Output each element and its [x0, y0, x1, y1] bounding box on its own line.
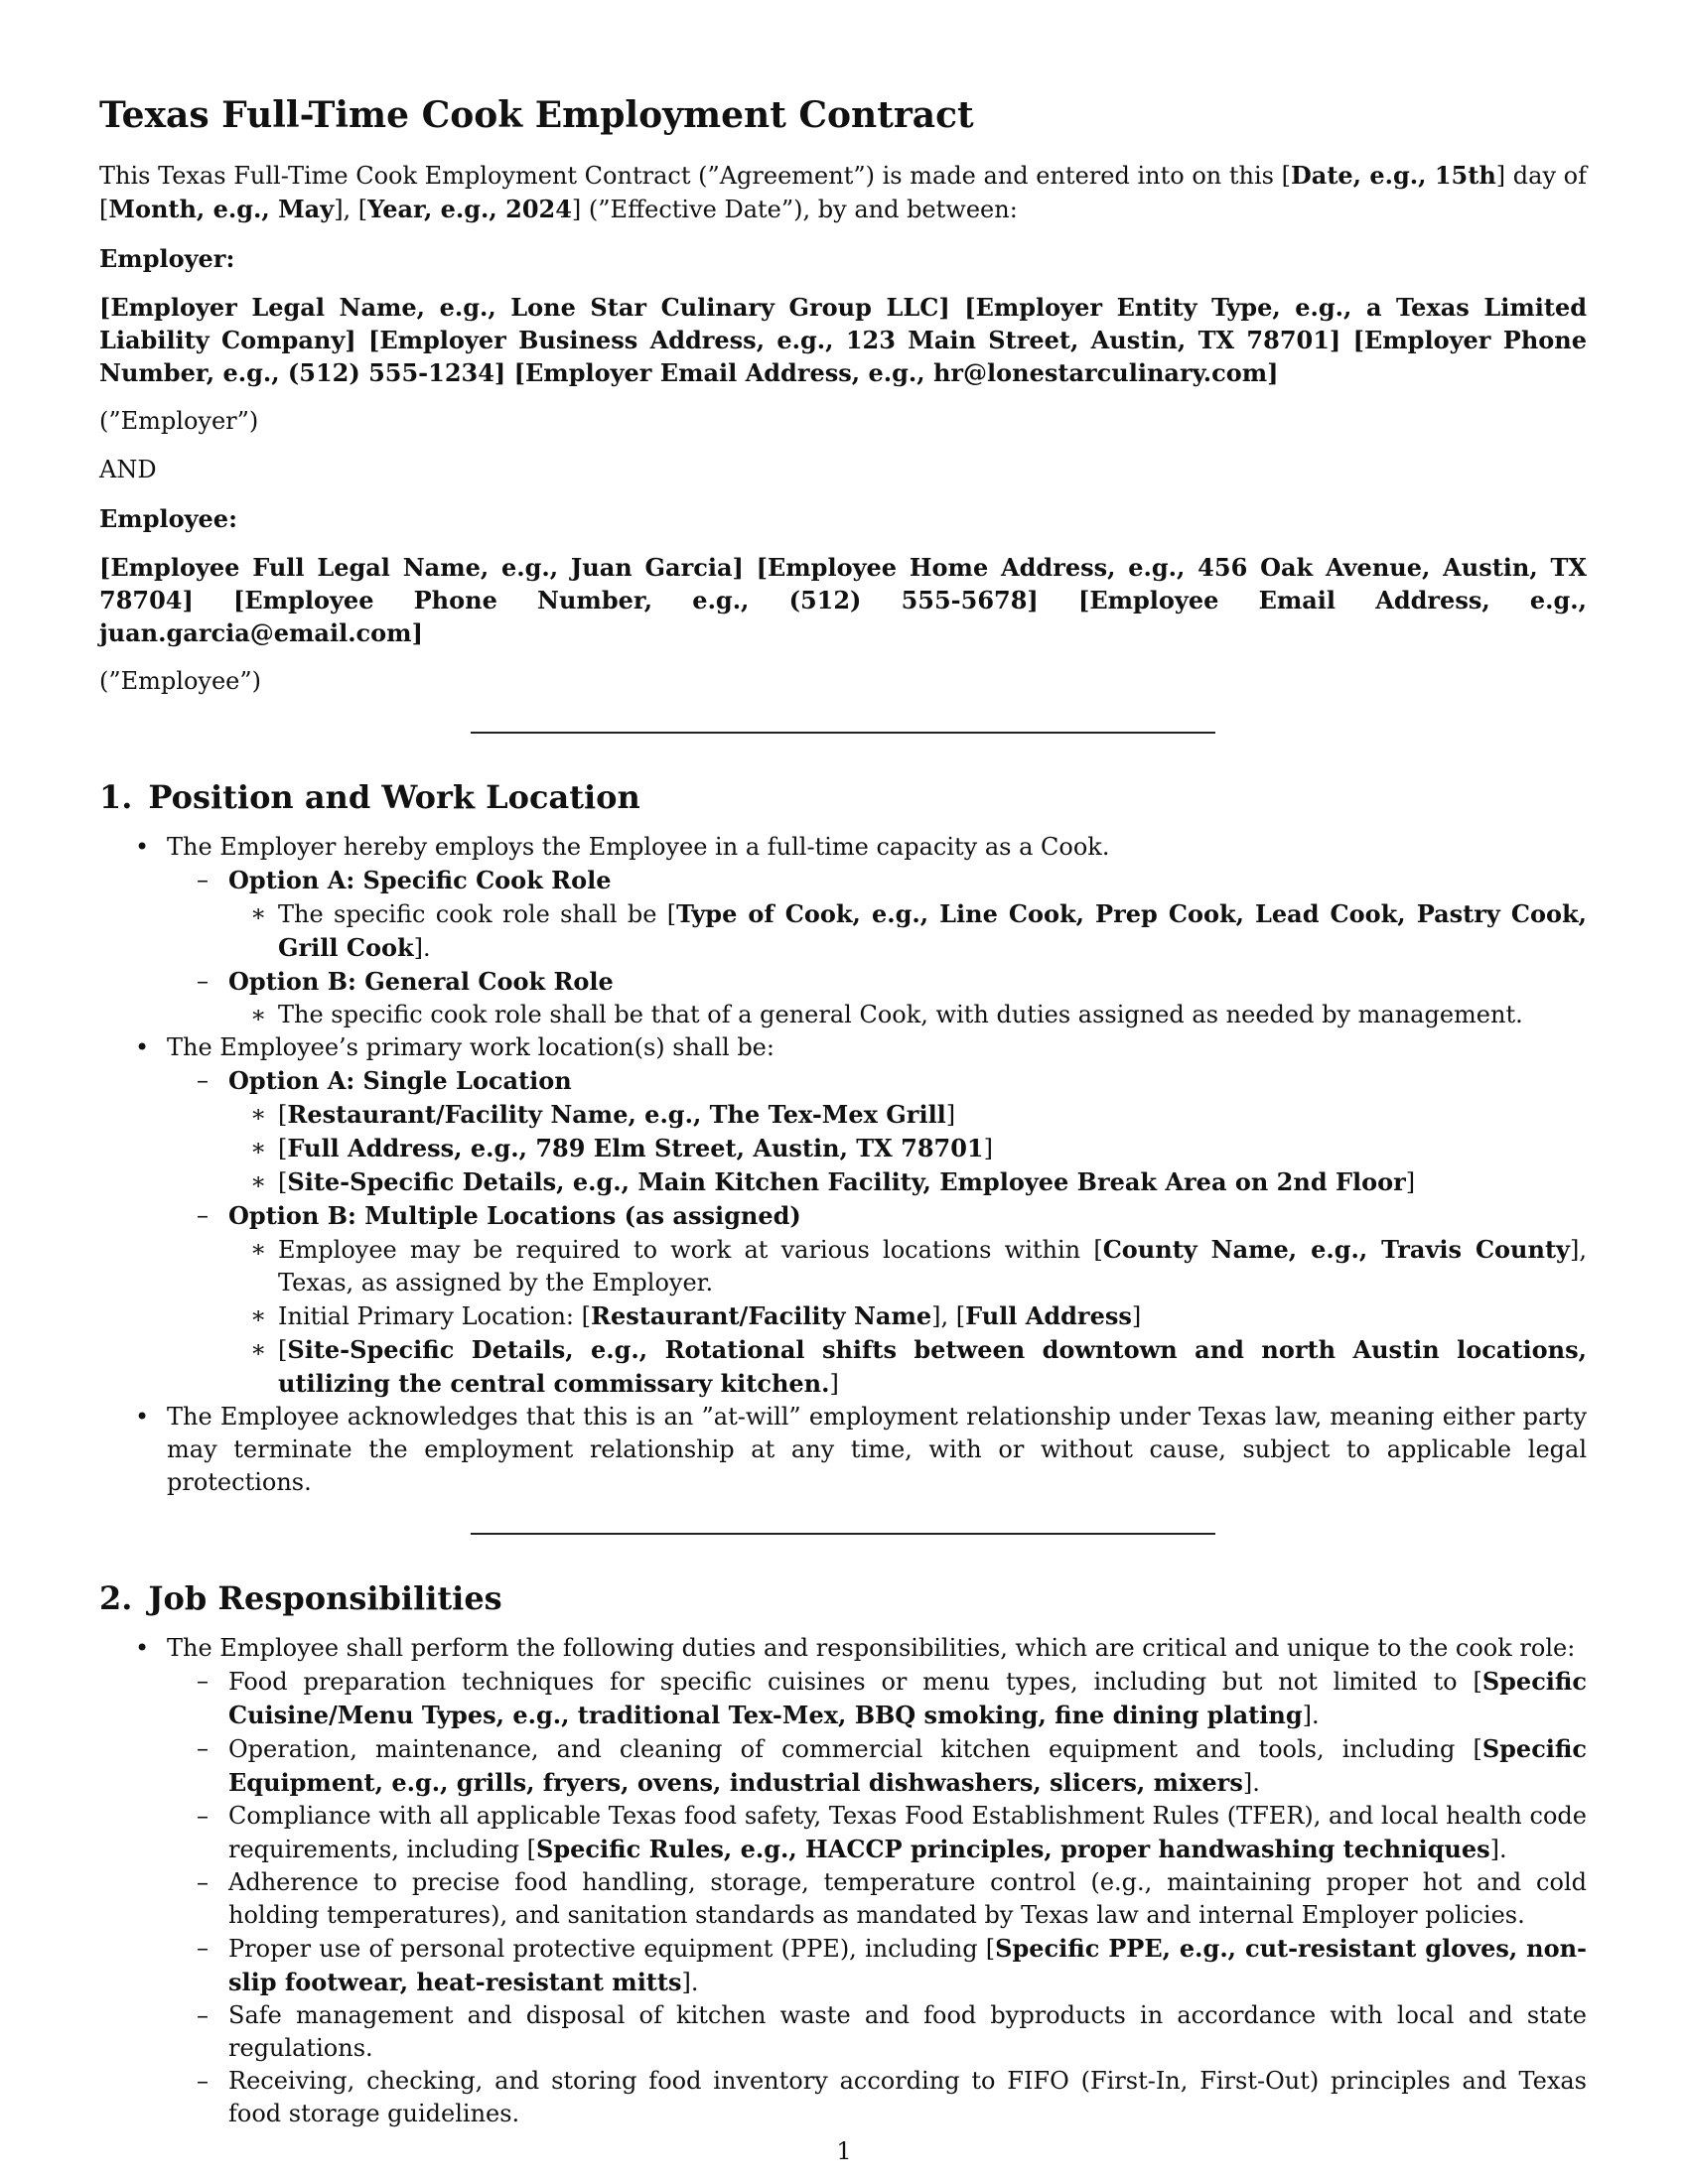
- sublist: [167, 864, 1587, 1031]
- list-item: [167, 1199, 1587, 1401]
- item-text: The Employee’s primary work location(s) shall be:: [167, 1033, 774, 1061]
- page-number: 1: [836, 2137, 852, 2165]
- location-option-b-title: Option B: Multiple Locations (as assigned): [228, 1201, 801, 1230]
- address-placeholder: Full Address: [965, 1301, 1132, 1330]
- section-2-list: [99, 1632, 1587, 2130]
- item-text: Initial Primary Location: [: [278, 1302, 592, 1330]
- option-b-title: Option B: General Cook Role: [228, 967, 614, 996]
- item-text: The Employer hereby employs the Employee in a full-time capacity as a Cook.: [167, 833, 1110, 861]
- sublist: [228, 999, 1587, 1031]
- month-placeholder: Month, e.g., May: [108, 195, 335, 223]
- item-text: The Employee acknowledges that this is an ”at-will” employment relationship under Texas law, meaning either party may terminate the employment relationship at any time, with or without cause, subject to applicable legal protections.: [167, 1403, 1587, 1496]
- item-text: ], [: [931, 1302, 966, 1330]
- sublist: [167, 1064, 1587, 1401]
- item-text: Proper use of personal protective equipment (PPE), including [: [228, 1935, 996, 1963]
- list-item: [99, 1632, 1587, 2130]
- location-option-a-title: Option A: Single Location: [228, 1066, 572, 1095]
- list-item: ∗ [Restaurant/Facility Name, e.g., The Tex-Mex Grill]: [228, 1098, 1587, 1132]
- ppe-placeholder: Specific PPE, e.g., cut-resistant gloves, non-slip footwear, heat-resistant mitts: [228, 1934, 1587, 1996]
- section-divider: [471, 732, 1215, 734]
- year-placeholder: Year, e.g., 2024: [367, 195, 572, 223]
- list-item: [167, 1064, 1587, 1199]
- sublist: [228, 1233, 1587, 1401]
- list-item: [167, 864, 1587, 965]
- list-item: ∗ [Site-Specific Details, e.g., Rotational shifts between downtown and north Austin locations, utilizing the central commissary kitchen.]: [228, 1333, 1587, 1401]
- list-item: [167, 1732, 1587, 1800]
- site-details-placeholder: Site-Specific Details, e.g., Main Kitchen Facility, Employee Break Area on 2nd Floor: [287, 1167, 1406, 1196]
- intro-text: ] (”Effective Date”), by and between:: [571, 196, 1018, 223]
- item-text: Employee may be required to work at various locations within [: [278, 1236, 1103, 1264]
- item-text: ].: [1242, 1769, 1260, 1797]
- list-item: [99, 831, 1587, 1031]
- item-text: ].: [1302, 1702, 1320, 1729]
- address-placeholder: Full Address, e.g., 789 Elm Street, Austin, TX 78701: [287, 1134, 984, 1162]
- item-text: The Employee shall perform the following duties and responsibilities, which are critical and unique to the cook role:: [167, 1634, 1576, 1662]
- cook-type-placeholder: Type of Cook, e.g., Line Cook, Prep Cook, Lead Cook, Pastry Cook, Grill Cook: [278, 899, 1588, 962]
- list-item: [167, 1665, 1587, 1732]
- list-item: [99, 1401, 1587, 1499]
- list-item: [167, 1866, 1587, 1932]
- option-a-title: Option A: Specific Cook Role: [228, 866, 612, 894]
- document-title: Texas Full-Time Cook Employment Contract: [99, 94, 974, 136]
- date-placeholder: Date, e.g., 15th: [1290, 161, 1496, 190]
- list-item: [167, 1932, 1587, 1999]
- county-placeholder: County Name, e.g., Travis County: [1102, 1235, 1570, 1264]
- list-item: [167, 965, 1587, 1031]
- employer-label: (”Employer”): [99, 407, 259, 435]
- list-item: ∗ [Site-Specific Details, e.g., Main Kitchen Facility, Employee Break Area on 2nd Floor]: [228, 1165, 1587, 1199]
- item-text: Compliance with all applicable Texas food safety, Texas Food Establishment Rules (TFER), and local health code requirements, including [: [228, 1802, 1587, 1863]
- list-item: [167, 1800, 1587, 1866]
- and-text: AND: [99, 456, 157, 483]
- sublist: [167, 1665, 1587, 2130]
- facility-name-placeholder: Restaurant/Facility Name: [591, 1301, 932, 1330]
- intro-text: ], [: [334, 196, 368, 223]
- intro-paragraph: [99, 159, 1587, 226]
- item-text: ].: [681, 1969, 699, 1996]
- section-2-heading: 2. Job Responsibilities: [99, 1579, 502, 1617]
- item-text: Operation, maintenance, and cleaning of commercial kitchen equipment and tools, including [: [228, 1735, 1482, 1763]
- item-text: ].: [413, 934, 431, 962]
- sublist: [228, 897, 1587, 965]
- item-text: Adherence to precise food handling, storage, temperature control (e.g., maintaining proper hot and cold holding temperatures), and sanitation standards as mandated by Texas law and internal Employer policies.: [228, 1868, 1587, 1929]
- list-item: [228, 897, 1587, 965]
- equipment-placeholder: Specific Equipment, e.g., grills, fryers, ovens, industrial dishwashers, slicers, mixers: [228, 1734, 1587, 1797]
- list-item: [167, 1999, 1587, 2065]
- item-text: The specific cook role shall be that of a general Cook, with duties assigned as needed by management.: [278, 1001, 1523, 1028]
- item-text: ].: [1489, 1836, 1507, 1863]
- sublist: [228, 1098, 1587, 1199]
- employer-details: [Employer Legal Name, e.g., Lone Star Culinary Group LLC] [Employer Entity Type, e.g., a Texas Limited Liability Company] [Employer Business Address, e.g., 123 Main Street, Austin, TX 78701] [Employer Phone Number, e.g., (512) 555-1234] [Employer Email Address, e.g., hr@lonestarculinary.com]: [99, 293, 1587, 387]
- document-page: [99, 79, 1587, 2130]
- item-text: Food preparation techniques for specific cuisines or menu types, including but not limited to [: [228, 1668, 1482, 1696]
- employee-heading: Employee:: [99, 504, 237, 533]
- employee-details: [Employee Full Legal Name, e.g., Juan Garcia] [Employee Home Address, e.g., 456 Oak Avenue, Austin, TX 78704] [Employee Phone Number, e.g., (512) 555-5678] [Employee Email Address, e.g., juan.garcia@email.com]: [99, 553, 1587, 647]
- list-item: [167, 2065, 1587, 2130]
- site-details-placeholder: Site-Specific Details, e.g., Rotational shifts between downtown and north Austin locations, utilizing the central commissary kitchen.: [278, 1335, 1587, 1398]
- section-1-heading: 1. Position and Work Location: [99, 778, 640, 816]
- item-text: Receiving, checking, and storing food inventory according to FIFO (First-In, First-Out) principles and Texas food storage guidelines.: [228, 2067, 1587, 2127]
- list-item: [99, 1031, 1587, 1401]
- section-1-list: [99, 831, 1587, 1499]
- item-text: The specific cook role shall be [: [278, 900, 677, 928]
- section-divider: [471, 1533, 1215, 1535]
- item-text: Safe management and disposal of kitchen waste and food byproducts in accordance with local and state regulations.: [228, 2001, 1587, 2062]
- employer-heading: Employer:: [99, 244, 235, 273]
- cuisine-placeholder: Specific Cuisine/Menu Types, e.g., traditional Tex-Mex, BBQ smoking, fine dining plating: [228, 1667, 1587, 1729]
- list-item: [228, 999, 1587, 1031]
- item-text: ], Texas, as assigned by the Employer.: [278, 1236, 1587, 1297]
- rules-placeholder: Specific Rules, e.g., HACCP principles, proper handwashing techniques: [536, 1835, 1490, 1863]
- item-text: ]: [1131, 1302, 1142, 1330]
- intro-text: This Texas Full-Time Cook Employment Contract (”Agreement”) is made and entered into on this [: [99, 162, 1291, 190]
- intro-text: ] day of [: [99, 162, 1587, 223]
- list-item: [228, 1299, 1587, 1333]
- list-item: ∗ [Full Address, e.g., 789 Elm Street, Austin, TX 78701]: [228, 1132, 1587, 1165]
- employee-label: (”Employee”): [99, 667, 261, 695]
- list-item: [228, 1233, 1587, 1299]
- facility-name-placeholder: Restaurant/Facility Name, e.g., The Tex-Mex Grill: [287, 1100, 946, 1129]
